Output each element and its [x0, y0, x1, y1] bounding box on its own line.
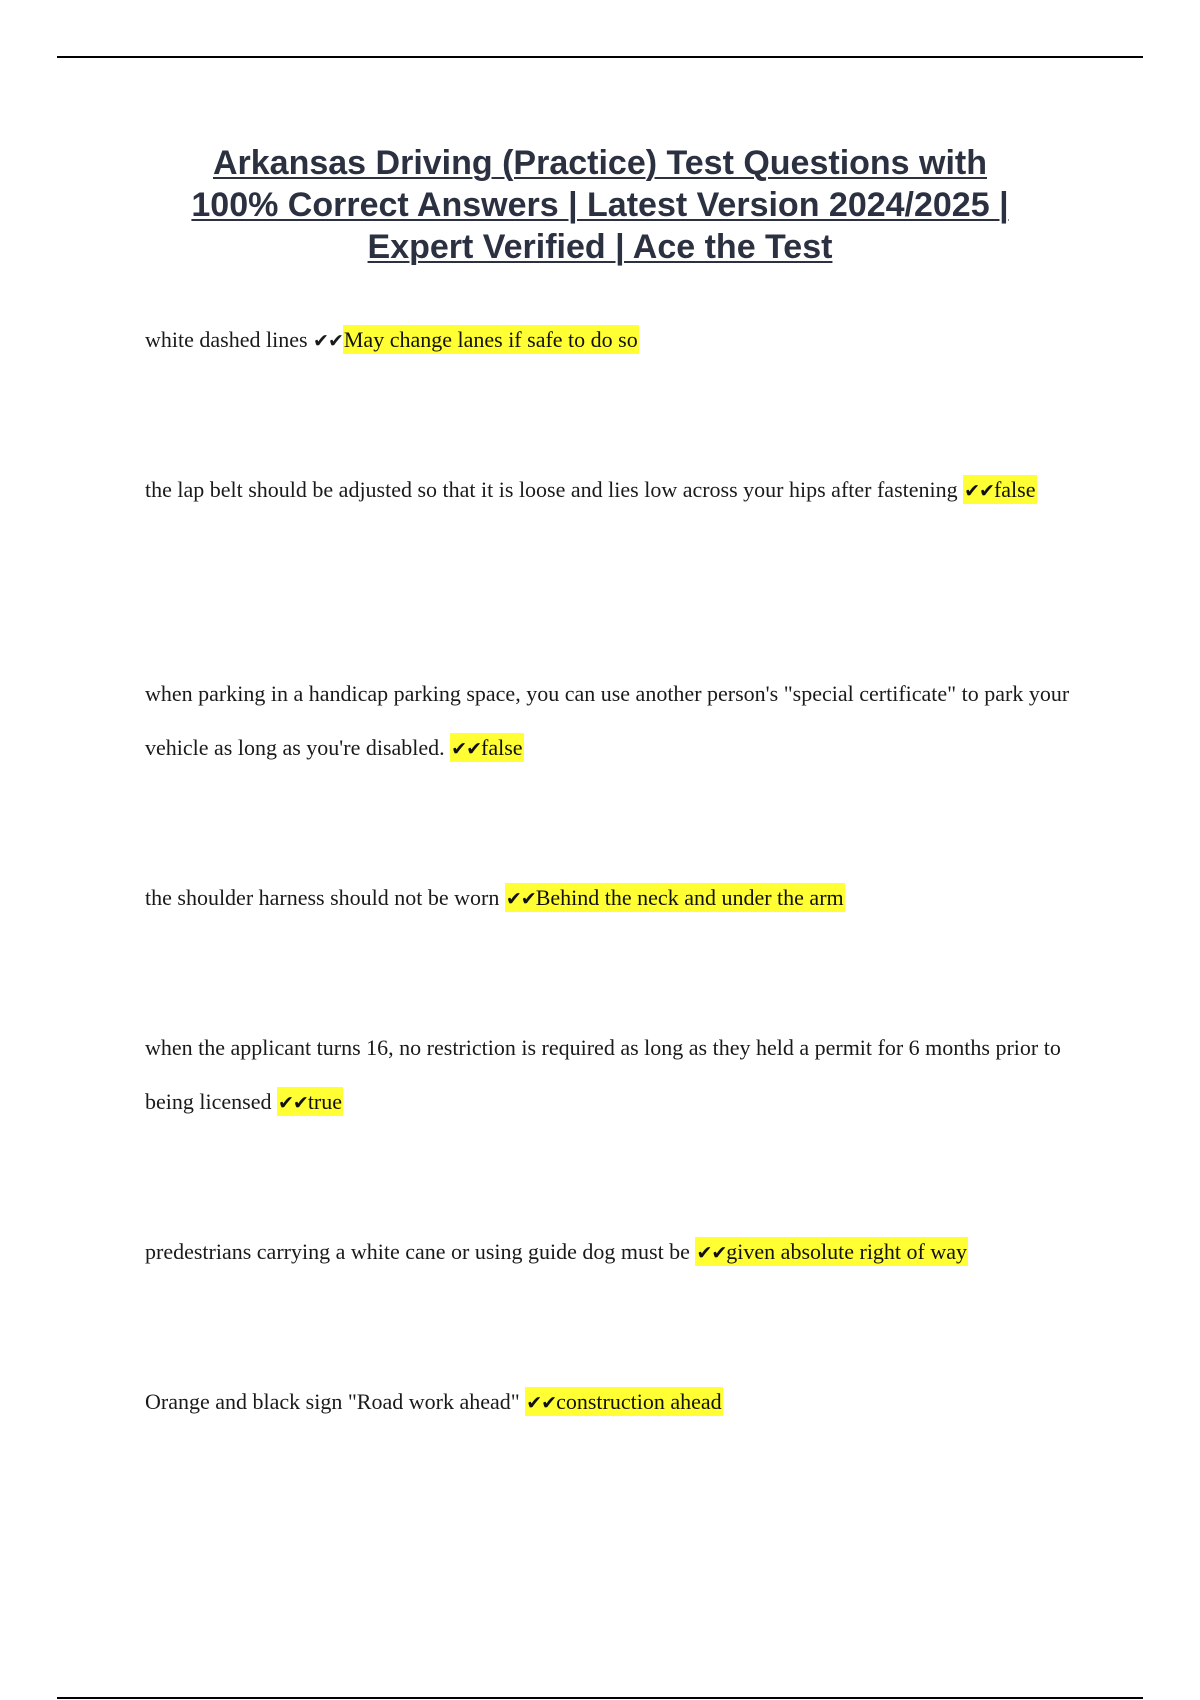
check-icon: ✔✔ — [451, 738, 481, 760]
qa-item — [145, 871, 1090, 926]
qa-item — [145, 667, 1090, 776]
answer-highlight — [695, 1237, 968, 1266]
answer-text: false — [993, 477, 1036, 502]
question-text: the lap belt should be adjusted so that it is loose and lies low across your hips after fastening — [145, 477, 958, 502]
answer-highlight: May change lanes if safe to do so — [343, 327, 638, 352]
answer-text: true — [307, 1089, 343, 1114]
question-text: when parking in a handicap parking space, you can use another person's "special certificate" to park your vehicle as long as you're disabled. — [145, 681, 1070, 760]
check-icon: ✔✔ — [696, 1242, 727, 1264]
answer-highlight — [505, 883, 845, 912]
answer-text: false — [481, 735, 523, 760]
question-text: predestrians carrying a white cane or using guide dog must be — [145, 1239, 690, 1264]
answer-text: construction ahead — [556, 1389, 722, 1414]
title-line-2: 100% Correct Answers | Latest Version 2024/2025 | — [191, 186, 1009, 224]
check-icon: ✔✔ — [313, 330, 343, 352]
qa-item — [145, 1375, 1090, 1430]
bottom-rule — [57, 1697, 1143, 1699]
answer-text: Behind the neck and under the arm — [535, 885, 844, 910]
check-icon: ✔✔ — [277, 1092, 308, 1114]
question-text: when the applicant turns 16, no restriction is required as long as they held a permit for 6 months prior to being licensed — [145, 1035, 1061, 1114]
title-line-1: Arkansas Driving (Practice) Test Questions with — [212, 144, 988, 182]
top-rule — [57, 56, 1143, 58]
qa-item — [145, 313, 1090, 368]
answer-highlight — [450, 733, 523, 762]
qa-item — [145, 1021, 1090, 1130]
answer-highlight — [963, 475, 1036, 504]
answer-highlight — [277, 1087, 343, 1116]
document-title — [100, 142, 1100, 268]
check-icon: ✔✔ — [526, 1392, 557, 1414]
question-text: white dashed lines — [145, 327, 308, 352]
check-icon: ✔✔ — [964, 480, 994, 502]
qa-item — [145, 463, 1090, 518]
question-text: the shoulder harness should not be worn — [145, 885, 500, 910]
qa-item — [145, 1225, 1090, 1280]
question-text: Orange and black sign "Road work ahead" — [145, 1389, 520, 1414]
title-line-3: Expert Verified | Ace the Test — [367, 228, 833, 266]
answer-highlight — [525, 1387, 722, 1416]
check-icon: ✔✔ — [505, 888, 536, 910]
answer-text: given absolute right of way — [726, 1239, 968, 1264]
